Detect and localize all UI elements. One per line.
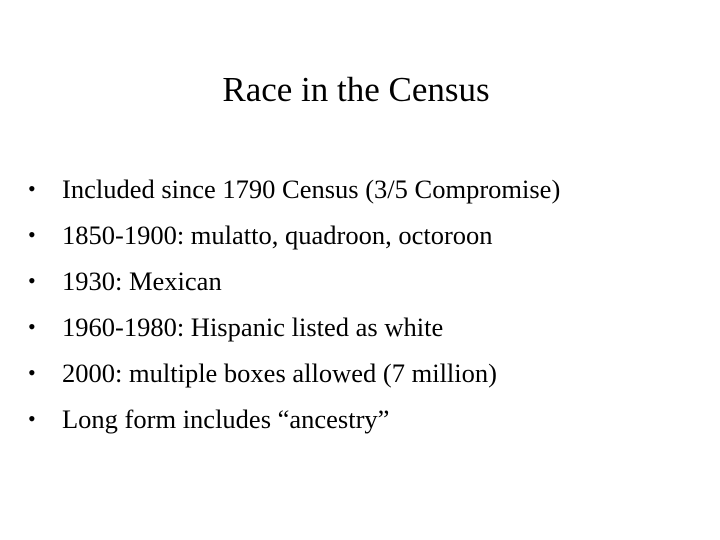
bullet-item [28,304,708,350]
bullet-text: 2000: multiple boxes allowed (7 million) [62,358,497,388]
bullet-item [28,258,708,304]
bullet-item [28,212,708,258]
bullet-icon: • [28,268,36,293]
bullet-icon: • [28,406,36,431]
bullet-icon: • [28,360,36,385]
bullet-text: Included since 1790 Census (3/5 Compromise) [62,174,561,204]
bullet-text: 1930: Mexican [62,266,222,296]
slide-title: Race in the Census [222,70,490,109]
bullet-item [28,350,708,396]
bullet-icon: • [28,222,36,247]
bullet-text: 1960-1980: Hispanic listed as white [62,312,444,342]
bullet-text: 1850-1900: mulatto, quadroon, octoroon [62,220,493,250]
bullet-item [28,396,708,442]
bullet-item [28,166,708,212]
bullet-icon: • [28,176,36,201]
bullet-icon: • [28,314,36,339]
bullet-text: Long form includes “ancestry” [62,404,390,434]
bullet-list [28,166,708,442]
